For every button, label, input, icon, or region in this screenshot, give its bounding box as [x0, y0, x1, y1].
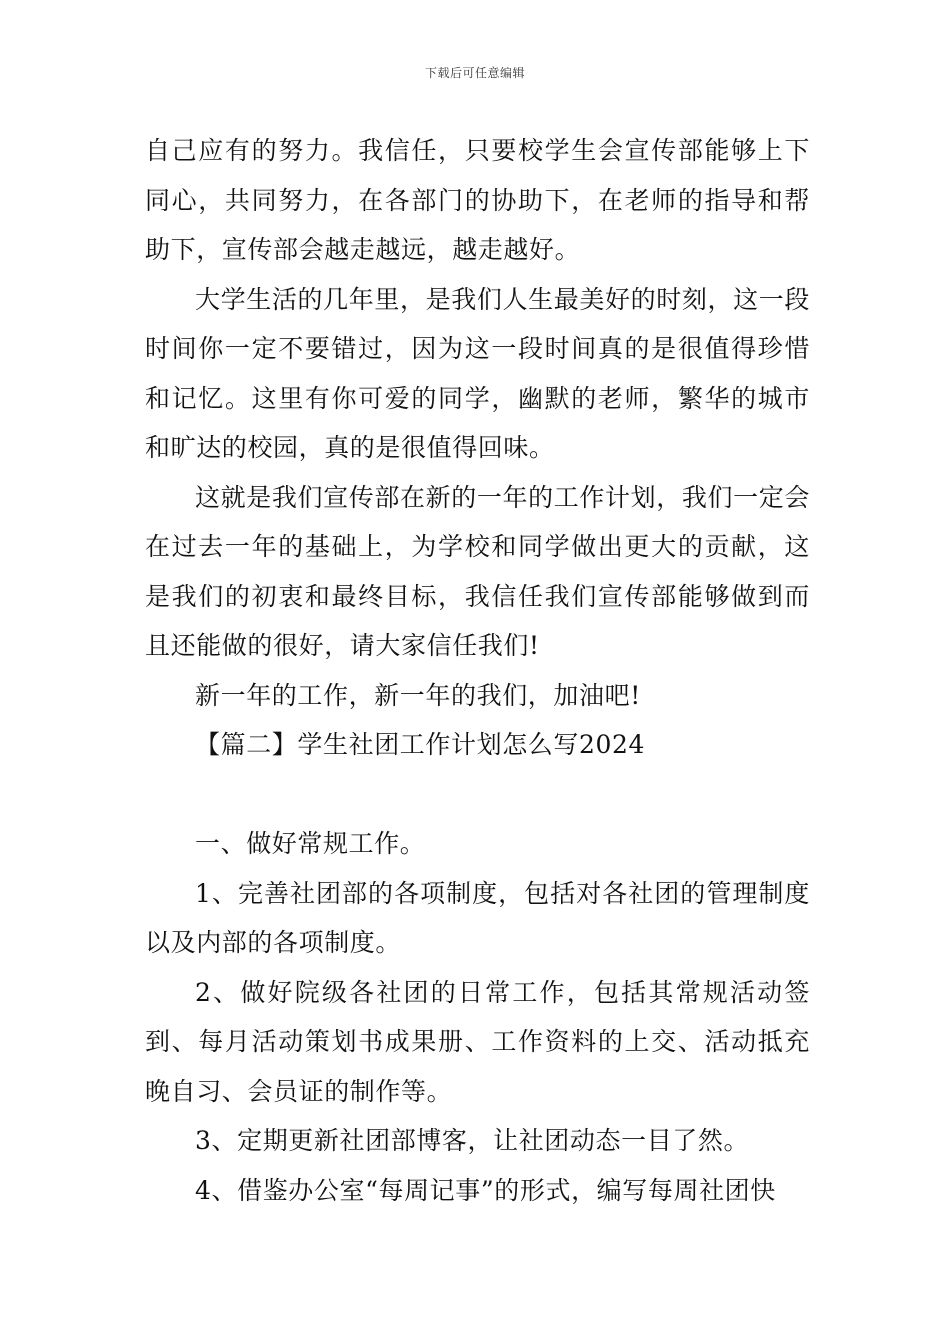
- list-item-4: 4、借鉴办公室“每周记事”的形式，编写每周社团快: [195, 1175, 776, 1205]
- list-item-3: 3、定期更新社团部博客，让社团动态一目了然。: [195, 1126, 750, 1155]
- paragraph-work-plan: 这就是我们宣传部在新的一年的工作计划，我们一定会在过去一年的基础上，为学校和同学做出更大的贡献，这是我们的初衷和最终目标，我信任我们宣传部能够做到而且还能做的很好，请大家信任我们!: [145, 482, 810, 660]
- page-header: 下载后可任意编辑: [424, 66, 525, 80]
- paragraph-continuation: 自己应有的努力。我信任，只要校学生会宣传部能够上下同心，共同努力，在各部门的协助下，在老师的指导和帮助下，宣传部会越走越远，越走越好。: [145, 136, 810, 264]
- list-item-1: 1、完善社团部的各项制度，包括对各社团的管理制度以及内部的各项制度。: [145, 878, 810, 957]
- blank-line: [145, 770, 810, 820]
- list-heading-routine-work: 一、做好常规工作。: [195, 829, 426, 858]
- paragraph-cheer: 新一年的工作，新一年的我们，加油吧!: [195, 680, 641, 710]
- section-title: 【篇二】学生社团工作计划怎么写2024: [195, 730, 646, 759]
- list-item-2: 2、做好院级各社团的日常工作，包括其常规活动签到、每月活动策划书成果册、工作资料的上交、活动抵充晚自习、会员证的制作等。: [145, 977, 810, 1106]
- document-body: [145, 126, 810, 1215]
- paragraph-college-life: 大学生活的几年里，是我们人生最美好的时刻，这一段时间你一定不要错过，因为这一段时间真的是很值得珍惜和记忆。这里有你可爱的同学，幽默的老师，繁华的城市和旷达的校园，真的是很值得回味。: [145, 284, 810, 462]
